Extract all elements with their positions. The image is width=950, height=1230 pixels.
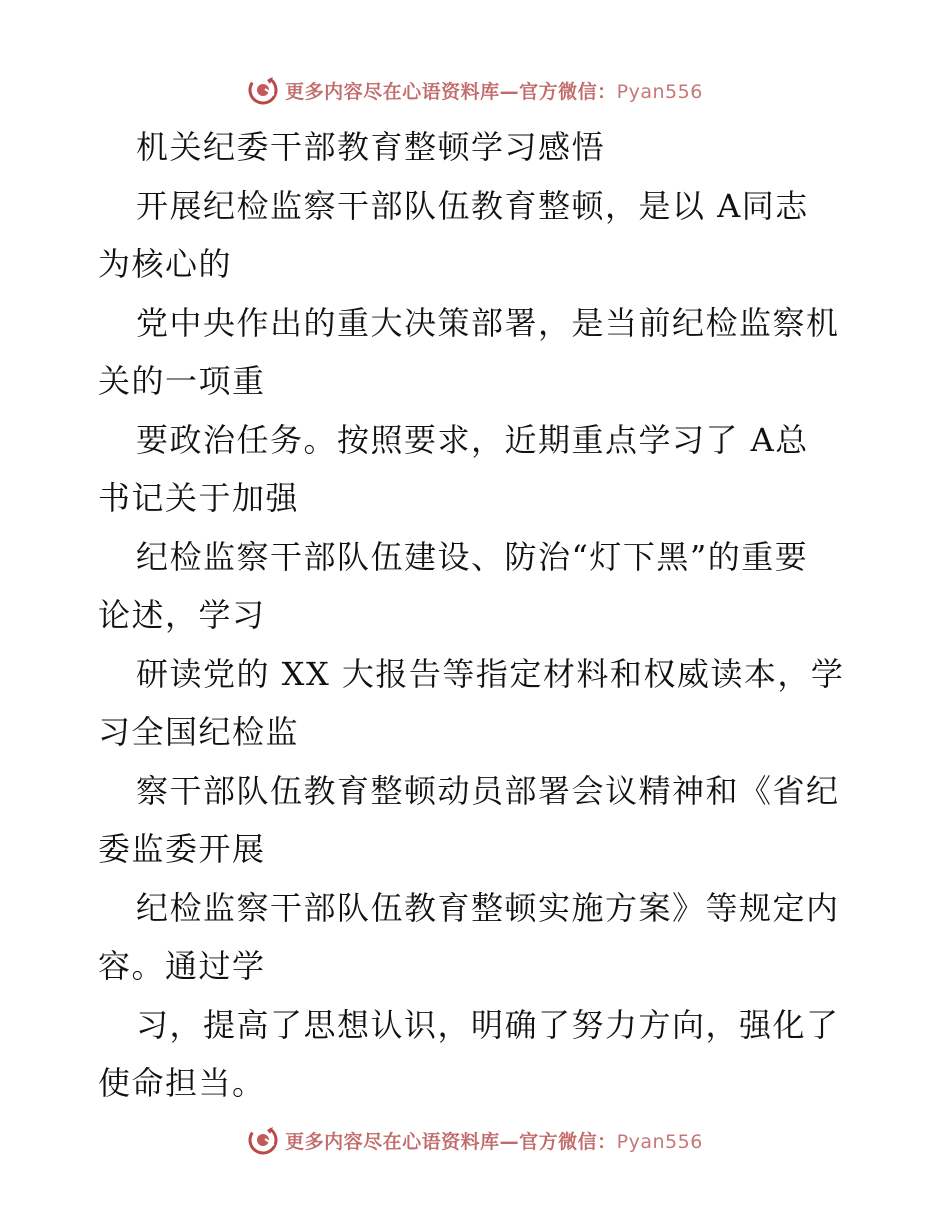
footer-banner-id: Pyan556: [616, 1130, 703, 1153]
text-line: 研读党的 XX 大报告等指定材料和权威读本，学: [136, 654, 845, 693]
text-line: 容。通过学: [98, 947, 266, 985]
text-line: 关的一项重: [98, 362, 266, 400]
text-line: 习，提高了思想认识，明确了努力方向，强化了: [136, 1005, 840, 1044]
text-line: 为核心的: [98, 245, 233, 283]
text-line: 纪检监察干部队伍建设、防治“灯下黑”的重要: [136, 537, 809, 576]
text-line: 纪检监察干部队伍教育整顿实施方案》等规定内: [136, 888, 840, 927]
text-line: 使命担当。: [98, 1064, 266, 1102]
text-line: 机关纪委干部教育整顿学习感悟: [136, 128, 606, 166]
text-line: 开展纪检监察干部队伍教育整顿，是以 A同志: [136, 186, 809, 225]
text-line: 要政治任务。按照要求，近期重点学习了 A总: [136, 420, 809, 459]
brand-logo-icon: [247, 74, 279, 106]
header-watermark-banner: [0, 70, 950, 110]
text-line: 察干部队伍教育整顿动员部署会议精神和《省纪: [136, 771, 840, 810]
text-line: 习全国纪检监: [98, 713, 300, 751]
brand-logo-icon: [247, 1124, 279, 1156]
footer-watermark-banner: [0, 1120, 950, 1160]
footer-banner-text: 更多内容尽在心语资料库—官方微信：: [285, 1130, 617, 1153]
text-line: 书记关于加强: [98, 479, 300, 517]
document-body: [98, 118, 858, 1113]
header-banner-id: Pyan556: [616, 80, 703, 103]
text-line: 党中央作出的重大决策部署，是当前纪检监察机: [136, 303, 840, 342]
text-line: 委监委开展: [98, 830, 266, 868]
header-banner-text: 更多内容尽在心语资料库—官方微信：: [285, 80, 617, 103]
text-line: 论述，学习: [98, 596, 266, 634]
